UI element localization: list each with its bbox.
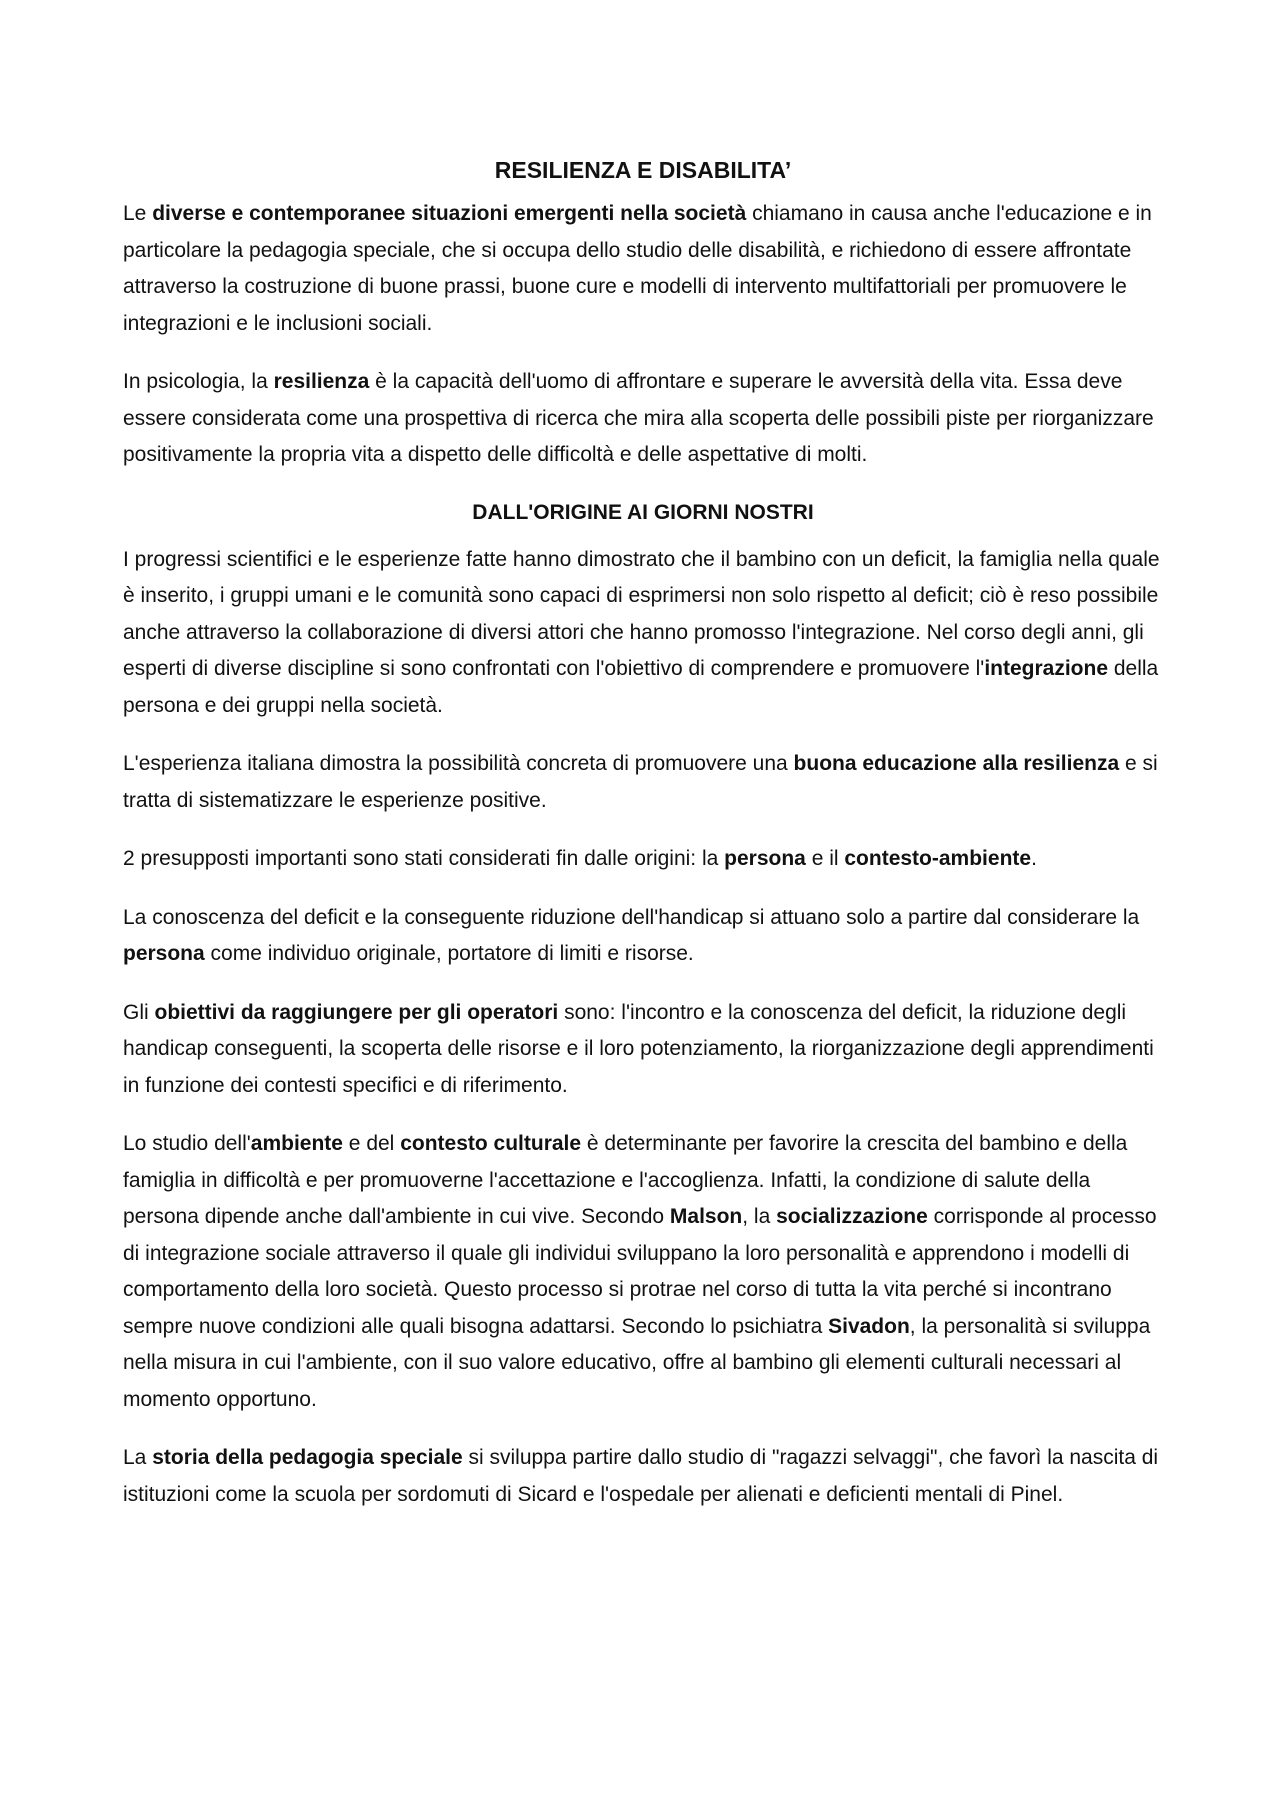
section-heading: DALL'ORIGINE AI GIORNI NOSTRI — [472, 500, 814, 524]
paragraph-esperienza-italiana — [123, 746, 1163, 819]
paragraph-intro — [123, 196, 1163, 342]
bold-run: Malson — [669, 1205, 743, 1228]
text-run: si sviluppa partire dallo studio di "ragazzi selvaggi", che favorì la nascita di istituzioni come la scuola per sordomuti di Sicard e l'ospedale per alienati e deficienti mentali di Pinel. — [123, 1446, 1159, 1506]
paragraph-obiettivi — [123, 995, 1163, 1105]
text-run: e del — [342, 1132, 401, 1155]
bold-run: socializzazione — [776, 1205, 928, 1228]
text-run: , la personalità si sviluppa nella misura in cui l'ambiente, con il suo valore educativo, offre al bambino gli elementi culturali necessari al momento opportuno. — [123, 1314, 1151, 1411]
text-run: L'esperienza italiana dimostra la possibilità concreta di promuovere una — [123, 752, 794, 775]
text-run: Lo studio dell' — [123, 1132, 251, 1155]
paragraph-progressi — [123, 542, 1163, 725]
bold-run: integrazione — [984, 657, 1108, 680]
text-run: e si tratta di sistematizzare le esperienze positive. — [123, 752, 1158, 812]
bold-run: persona — [123, 942, 205, 965]
bold-run: ambiente — [250, 1132, 343, 1155]
bold-run: Sivadon — [828, 1314, 910, 1338]
text-run: Le — [123, 202, 153, 225]
text-run: Gli — [123, 1000, 155, 1024]
text-run: della persona e dei gruppi nella società. — [123, 657, 1159, 717]
text-run: sono: l'incontro e la conoscenza del deficit, la riduzione degli handicap conseguenti, la scoperta delle risorse e il loro potenziamento, la riorganizzazione degli apprendimenti in funzione dei contesti specifici e di riferimento. — [123, 1000, 1154, 1097]
text-run: In psicologia, la — [123, 370, 274, 393]
bold-run: diverse e contemporanee situazioni emergenti nella società — [152, 202, 747, 225]
text-run: come individuo originale, portatore di limiti e risorse. — [204, 942, 694, 965]
paragraph-presupposti — [123, 841, 1163, 878]
bold-run: contesto-ambiente — [844, 847, 1032, 870]
text-run: corrisponde al processo di integrazione sociale attraverso il quale gli individui sviluppano la loro personalità e apprendono i modelli di comportamento della loro società. Questo processo si protrae nel corso di tutta la vita perché si incontrano sempre nuove condizioni alle quali bisogna adattarsi. Secondo lo psichiatra — [123, 1205, 1157, 1338]
text-run: La conoscenza del deficit e la conseguente riduzione dell'handicap si attuano solo a partire dal considerare la — [123, 905, 1140, 929]
document-body — [123, 152, 1163, 1535]
text-run: è determinante per favorire la crescita del bambino e della famiglia in difficoltà e per promuoverne l'accettazione e l'accoglienza. Infatti, la condizione di salute della persona dipende anche dall'ambiente in cui vive. Secondo — [123, 1132, 1128, 1228]
text-run: . — [1031, 847, 1037, 870]
bold-run: storia della pedagogia speciale — [152, 1446, 463, 1469]
text-run: La — [123, 1446, 153, 1469]
text-run: , la — [742, 1205, 777, 1228]
paragraph-storia — [123, 1440, 1163, 1513]
bold-run: persona — [724, 847, 806, 870]
page-title: RESILIENZA E DISABILITA’ — [494, 157, 792, 183]
text-run: è la capacità dell'uomo di affrontare e superare le avversità della vita. Essa deve essere considerata come una prospettiva di ricerca che mira alla scoperta delle possibili piste per riorganizzare positivamente la propria vita a dispetto delle difficoltà e delle aspettative di molti. — [123, 370, 1154, 466]
text-run: I progressi scientifici e le esperienze fatte hanno dimostrato che il bambino con un deficit, la famiglia nella quale è inserito, i gruppi umani e le comunità sono capaci di esprimersi non solo rispetto al deficit; ciò è reso possibile anche attraverso la collaborazione di diversi attori che hanno promosso l'integrazione. Nel corso degli anni, gli esperti di diverse discipline si sono confrontati con l'obiettivo di comprendere e promuovere l' — [123, 547, 1160, 680]
bold-run: resilienza — [273, 370, 370, 393]
paragraph-ambiente — [123, 1126, 1163, 1418]
bold-run: obiettivi da raggiungere per gli operatori — [154, 1000, 559, 1024]
bold-run: contesto culturale — [400, 1132, 582, 1155]
paragraph-conoscenza-deficit — [123, 900, 1163, 973]
paragraph-resilienza — [123, 364, 1163, 474]
text-run: chiamano in causa anche l'educazione e in particolare la pedagogia speciale, che si occupa dello studio delle disabilità, e richiedono di essere affrontate attraverso la costruzione di buone prassi, buone cure e modelli di intervento multifattoriali per promuovere le integrazioni e le inclusioni sociali. — [123, 202, 1152, 335]
text-run: 2 presupposti importanti sono stati considerati fin dalle origini: la — [123, 847, 725, 870]
text-run: e il — [805, 847, 845, 870]
bold-run: buona educazione alla resilienza — [793, 752, 1120, 775]
